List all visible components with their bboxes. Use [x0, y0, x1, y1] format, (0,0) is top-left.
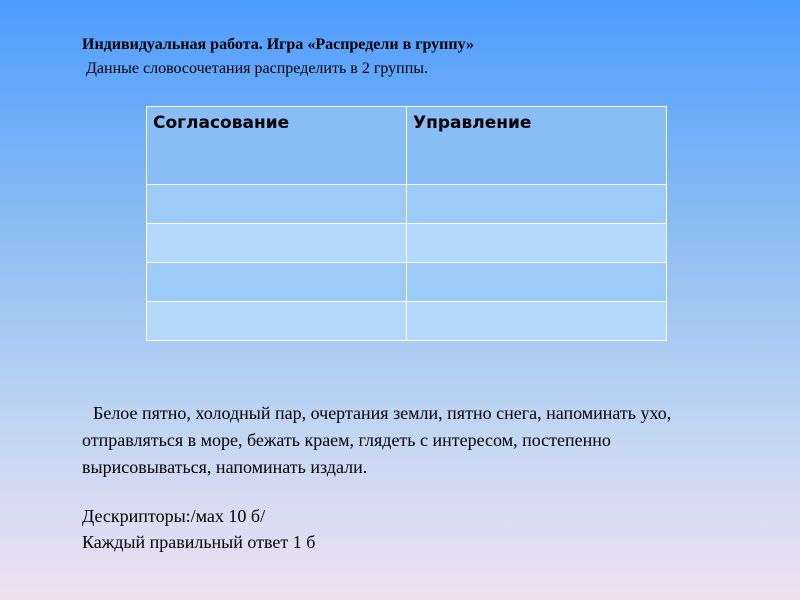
- table-row: [147, 263, 667, 302]
- table-header-row: [147, 107, 667, 185]
- table-cell[interactable]: [147, 263, 407, 302]
- table-cell[interactable]: [407, 302, 667, 341]
- descriptors-block: [82, 503, 315, 555]
- task-title: Индивидуальная работа. Игра «Распредели в группу»: [82, 36, 475, 53]
- descriptors-point-rule: Каждый правильный ответ 1 б: [82, 532, 316, 552]
- table-row: [147, 224, 667, 263]
- table-cell[interactable]: [407, 185, 667, 224]
- table-row: [147, 185, 667, 224]
- column-header-agreement: Согласование: [147, 107, 407, 185]
- word-combinations-list: [82, 400, 682, 481]
- table-cell[interactable]: [147, 224, 407, 263]
- table-cell[interactable]: [407, 263, 667, 302]
- word-combinations-text: Белое пятно, холодный пар, очертания земли, пятно снега, напоминать ухо, отправляться в море, бежать краем, глядеть с интересом, постепенно вырисовываться, напоминать издали.: [82, 403, 672, 477]
- grouping-table: [146, 106, 667, 341]
- table-cell[interactable]: [147, 302, 407, 341]
- descriptors-max-score: Дескрипторы:/мах 10 б/: [82, 506, 266, 526]
- table-row: [147, 302, 667, 341]
- task-instruction: Данные словосочетания распределить в 2 группы.: [86, 60, 429, 77]
- table-cell[interactable]: [407, 224, 667, 263]
- table-cell[interactable]: [147, 185, 407, 224]
- column-header-government: Управление: [407, 107, 667, 185]
